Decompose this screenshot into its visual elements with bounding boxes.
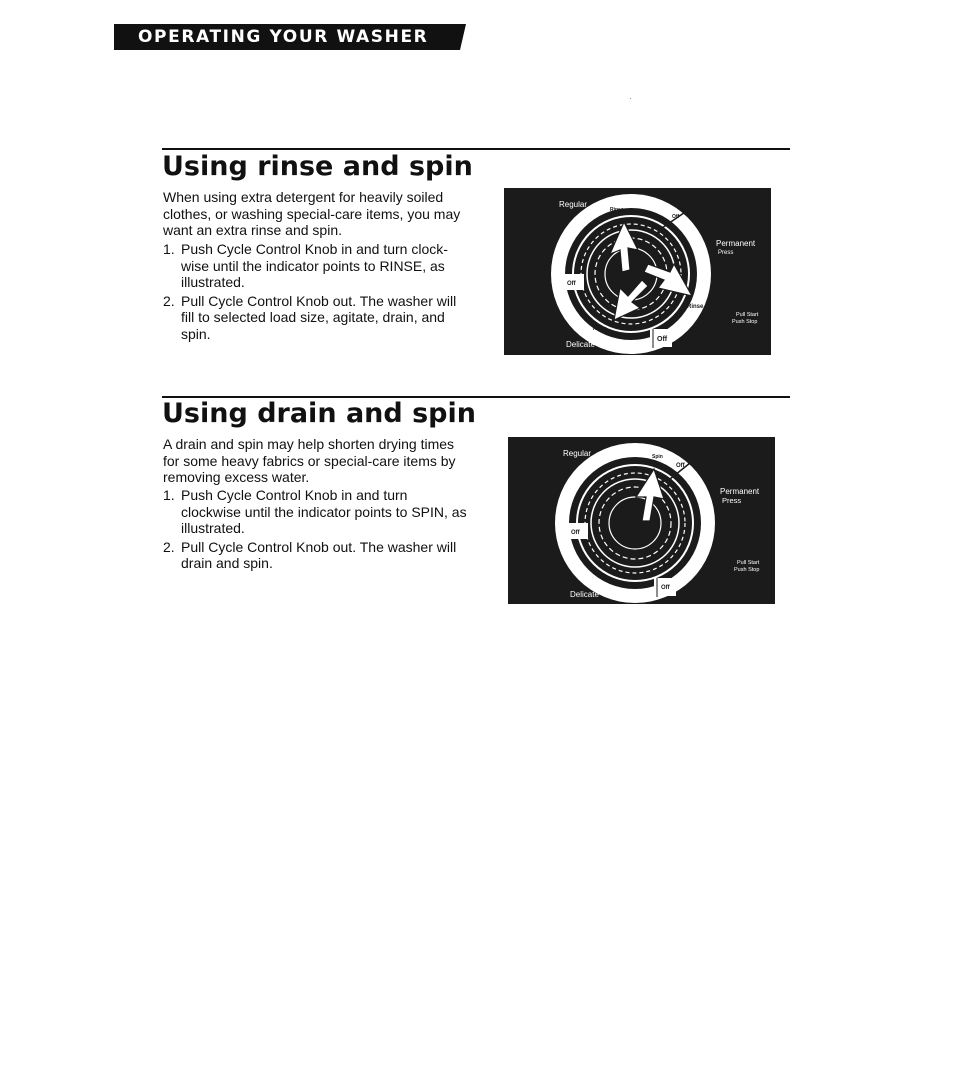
banner-title: OPERATING YOUR WASHER — [138, 27, 429, 47]
rinse-spin-steps — [163, 241, 463, 344]
label-permanent: Permanent — [716, 239, 756, 248]
step-number: 2. — [163, 538, 175, 555]
step-item — [163, 487, 468, 537]
cycle-dial-spin-figure — [508, 437, 775, 604]
section-banner — [114, 24, 466, 50]
step-item — [163, 293, 463, 343]
label-off-bottom: Off — [661, 585, 670, 591]
step-number: 1. — [163, 241, 175, 257]
step-text: Push Cycle Control Knob in and turn clock-wise until the indicator points to RINSE, as illustrated. — [181, 241, 448, 290]
step-number: 2. — [163, 292, 175, 309]
drain-spin-steps — [163, 487, 468, 574]
label-regular: Regular — [559, 200, 588, 209]
label-press: Press — [722, 496, 742, 505]
label-rinse-top: Rinse — [610, 207, 624, 213]
label-press: Press — [718, 250, 734, 256]
step-item — [163, 241, 463, 291]
label-push-stop: Push Stop — [732, 319, 758, 325]
label-pull-start: Pull Start — [737, 560, 760, 566]
speck — [630, 98, 631, 99]
label-push-stop: Push Stop — [734, 567, 760, 573]
label-rinse-right: Rinse — [687, 304, 704, 310]
label-spin-top: Spin — [652, 454, 663, 460]
label-pull-start: Pull Start — [736, 312, 759, 318]
drain-spin-intro: A drain and spin may help shorten drying times for some heavy fabrics or special-care items by removing excess water. — [163, 436, 456, 485]
rinse-spin-intro: When using extra detergent for heavily soiled clothes, or washing special-care items, you may want an extra rinse and spin. — [163, 189, 461, 238]
label-delicate: Delicate — [570, 590, 599, 599]
label-off-top: Off — [672, 214, 680, 220]
step-text: Pull Cycle Control Knob out. The washer will fill to selected load size, agitate, drain, and spin. — [181, 292, 457, 342]
section-title-drain-spin: Using drain and spin — [162, 398, 476, 429]
step-text: Pull Cycle Control Knob out. The washer will drain and spin. — [181, 538, 457, 571]
section-divider-1 — [162, 148, 790, 150]
label-regular: Regular — [563, 449, 592, 458]
section-title-rinse-spin: Using rinse and spin — [162, 151, 473, 182]
step-number: 1. — [163, 487, 175, 503]
label-permanent: Permanent — [720, 487, 760, 496]
label-off-top: Off — [676, 463, 685, 469]
label-off-bottom: Off — [657, 336, 668, 343]
cycle-dial-rinse-figure — [504, 188, 771, 355]
label-rinse-bottom: Rinse — [593, 326, 607, 332]
label-off-left: Off — [571, 530, 580, 536]
step-item — [163, 539, 468, 572]
step-text: Push Cycle Control Knob in and turn clockwise until the indicator points to SPIN, as illustrated. — [181, 487, 467, 536]
label-delicate: Delicate — [566, 340, 595, 349]
label-off-left: Off — [567, 281, 576, 287]
